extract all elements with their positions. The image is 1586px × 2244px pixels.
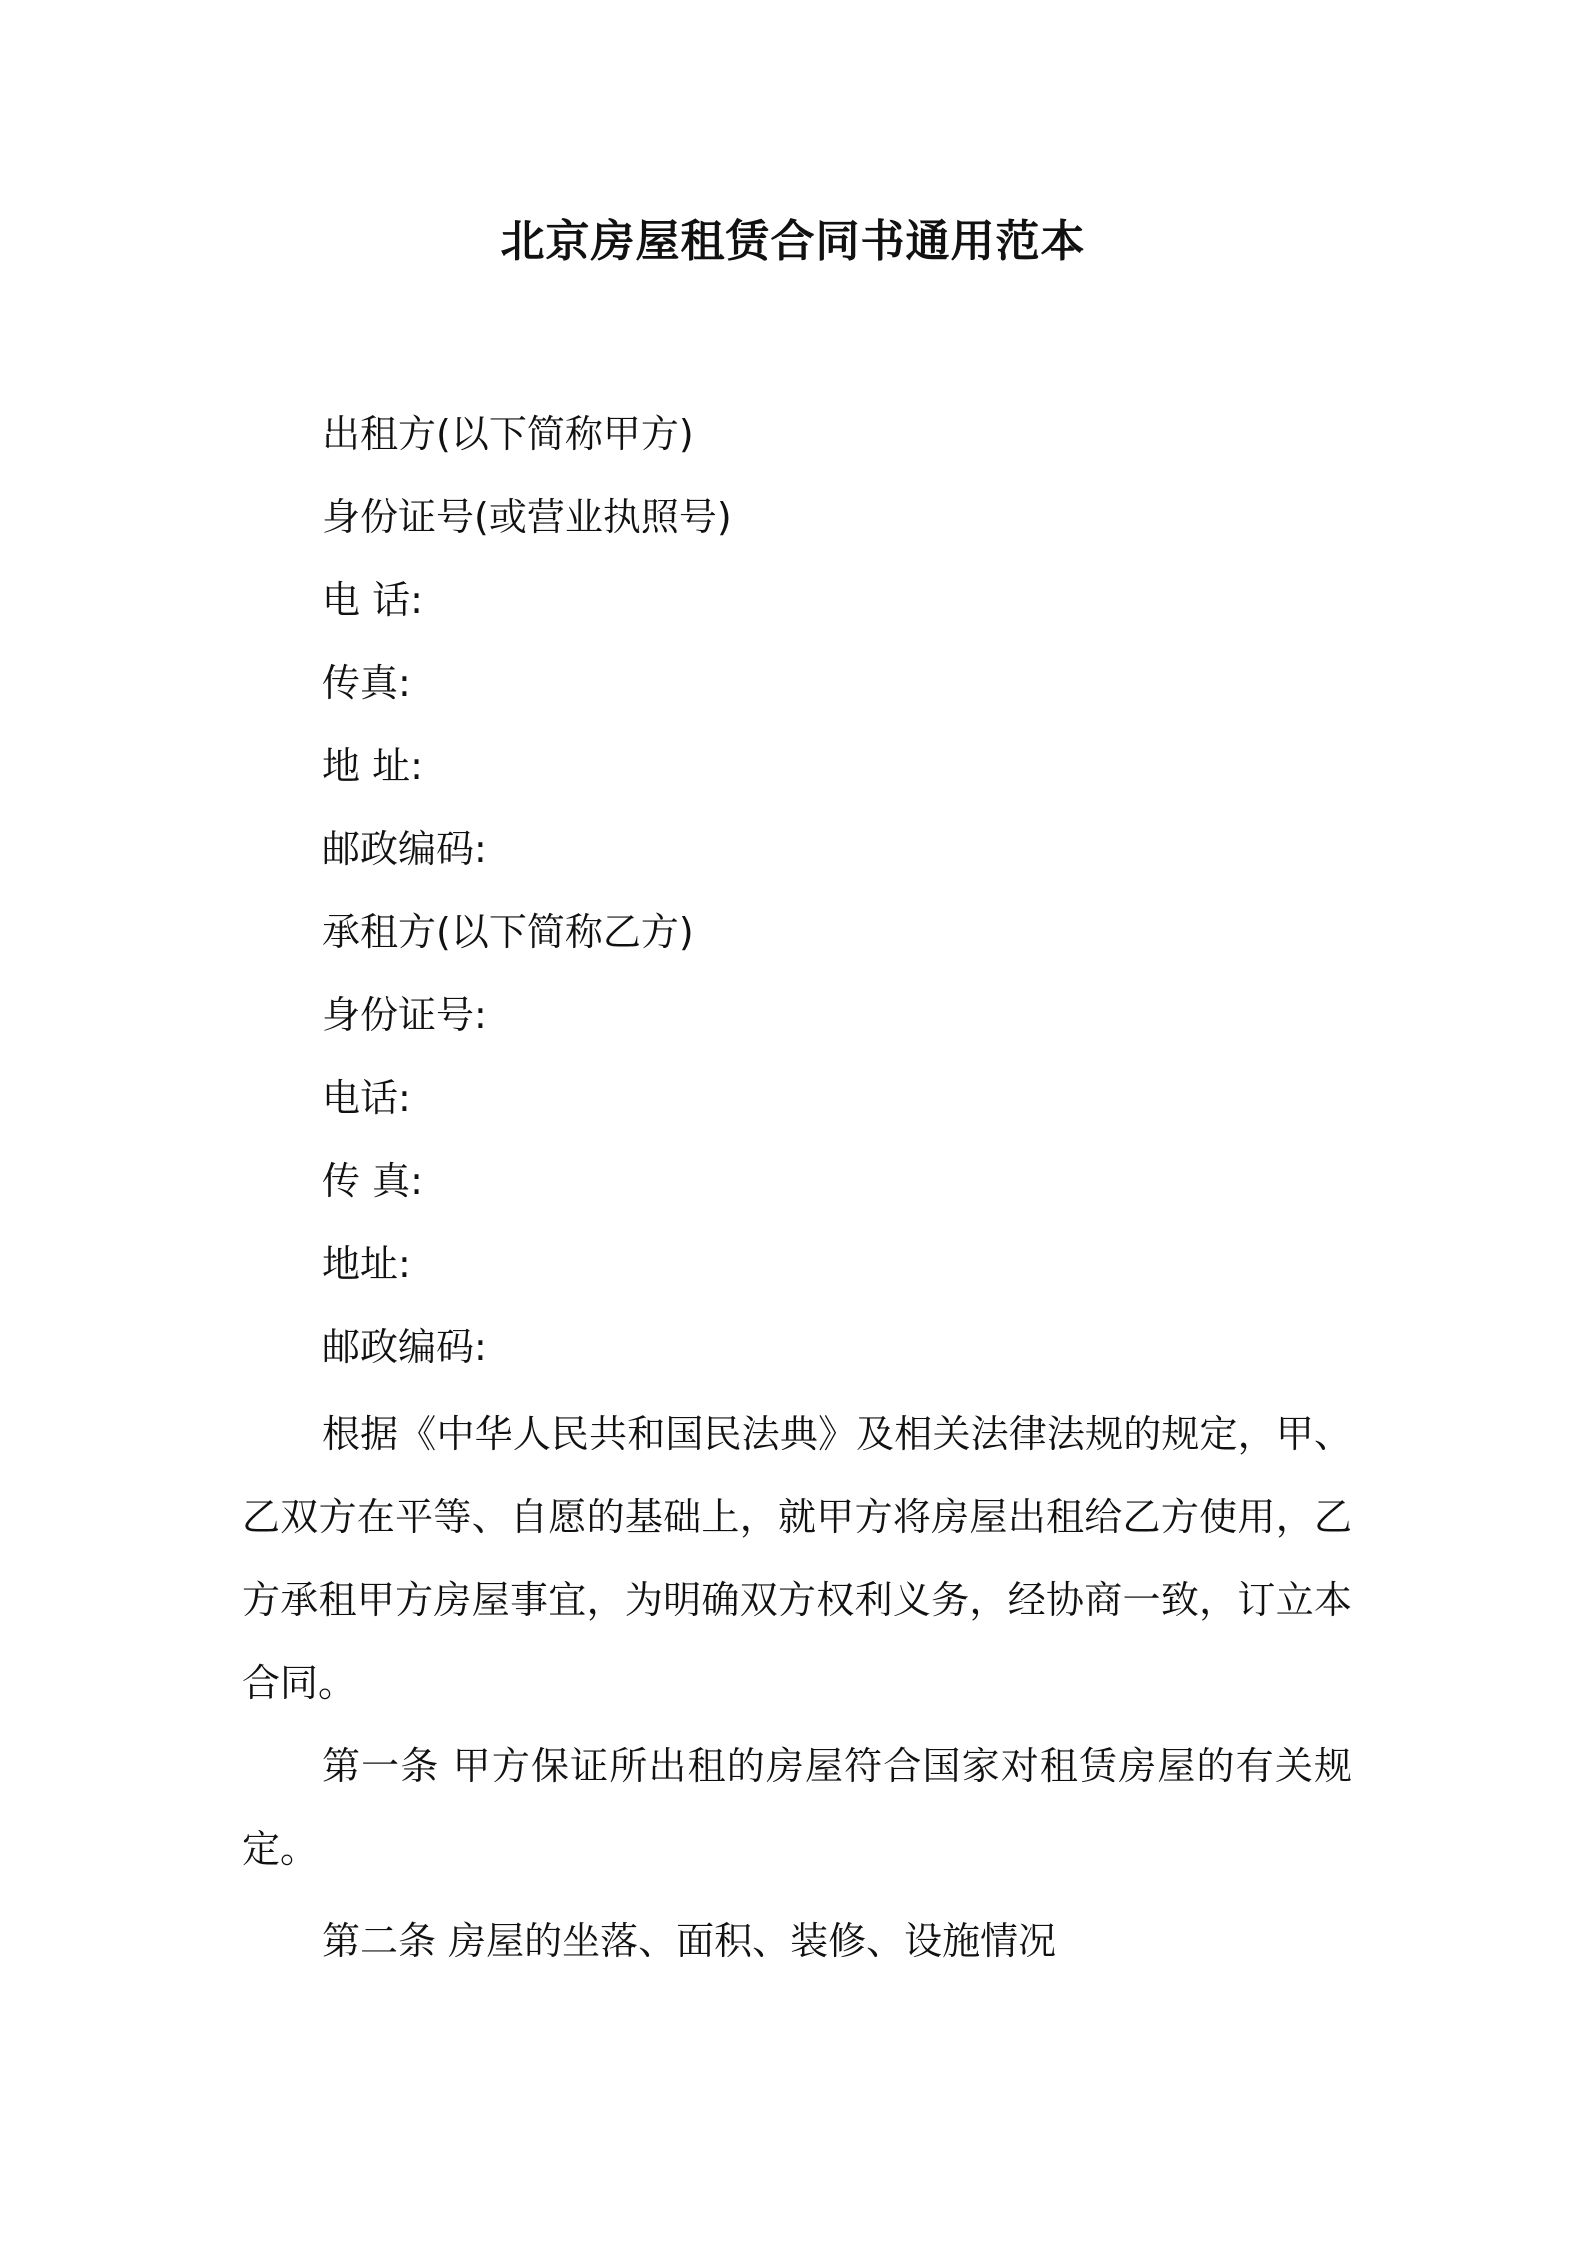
lessee-id-field: 身份证号: bbox=[322, 993, 487, 1037]
document-title: 北京房屋租赁合同书通用范本 bbox=[500, 216, 1086, 267]
preamble-paragraph: 根据《中华人民共和国民法典》及相关法律法规的规定，甲、乙双方在平等、自愿的基础上，就甲方将房屋出租给乙方使用，乙方承租甲方房屋事宜，为明确双方权利义务，经协商一致，订立本合同。 bbox=[242, 1412, 1352, 1705]
lessor-address-field: 地 址: bbox=[322, 744, 423, 788]
lessee-fax-field: 传 真: bbox=[322, 1159, 423, 1203]
lessor-postcode-field: 邮政编码: bbox=[322, 827, 487, 871]
lessor-phone-field: 电 话: bbox=[322, 578, 423, 622]
lessee-name-field: 承租方(以下简称乙方) bbox=[322, 910, 694, 954]
lessee-phone-field: 电话: bbox=[322, 1076, 411, 1120]
article-2-heading: 第二条 房屋的坐落、面积、装修、设施情况 bbox=[322, 1919, 1057, 1963]
lessee-address-field: 地址: bbox=[322, 1242, 411, 1286]
lessor-id-field: 身份证号(或营业执照号) bbox=[322, 495, 732, 539]
lessor-name-field: 出租方(以下简称甲方) bbox=[322, 412, 694, 456]
lessee-postcode-field: 邮政编码: bbox=[322, 1325, 487, 1369]
lessor-fax-field: 传真: bbox=[322, 661, 411, 705]
article-1-paragraph: 第一条 甲方保证所出租的房屋符合国家对租赁房屋的有关规定。 bbox=[242, 1744, 1352, 1871]
